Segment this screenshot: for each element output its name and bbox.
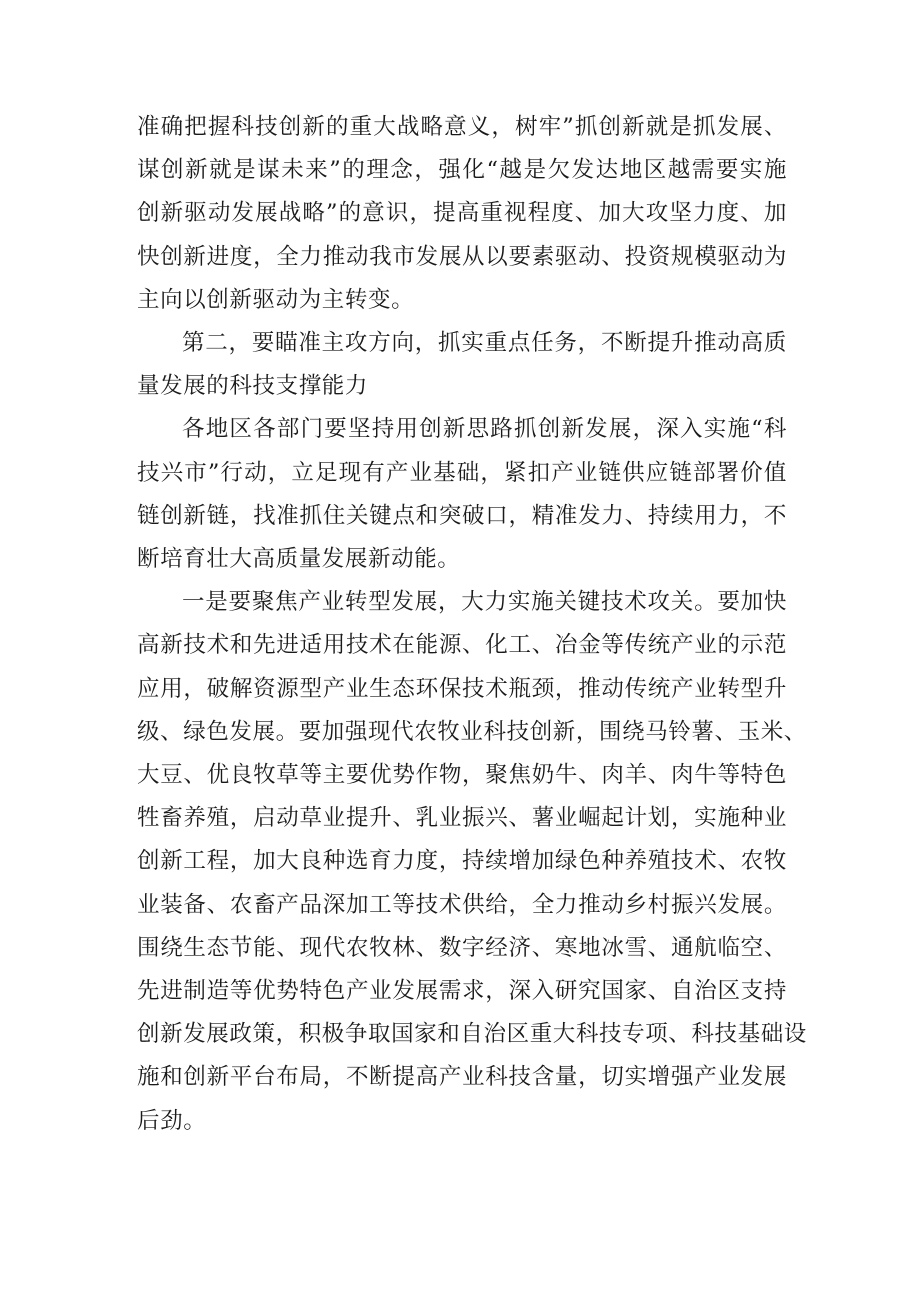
paragraph-industry-transformation [137,581,807,1143]
document-body [137,106,807,1143]
text-line: 先进制造等优势特色产业发展需求，深入研究国家、自治区支持 [137,978,787,1005]
paragraph-strategy-awareness [137,106,787,322]
text-line: 业装备、农畜产品深加工等技术供给，全力推动乡村振兴发展。 [137,891,787,918]
text-line: 准确把握科技创新的重大战略意义，树牢”抓创新就是抓发展、 [137,114,787,140]
text-line: 各地区各部门要坚持用创新思路抓创新发展，深入实施“科 [182,416,787,443]
text-line: 高新技术和先进适用技术在能源、化工、冶金等传统产业的示范 [137,632,787,659]
text-line: 快创新进度，全力推动我市发展从以要素驱动、投资规模驱动为 [137,243,787,270]
text-line: 围绕生态节能、现代农牧林、数字经济、寒地冰雪、通航临空、 [137,934,787,961]
text-line: 施和创新平台布局，不断提高产业科技含量，切实增强产业发展 [137,1064,787,1091]
text-line: 级、绿色发展。要加强现代农牧业科技创新，围绕马铃薯、玉米、 [137,718,807,745]
paragraph-second-heading [137,322,787,408]
text-line: 牲畜养殖，启动草业提升、乳业振兴、薯业崛起计划，实施种业 [137,805,787,832]
text-line: 谋创新就是谋未来”的理念，强化“越是欠发达地区越需要实施 [137,157,787,184]
text-line: 断培育壮大高质量发展新动能。 [137,546,461,573]
text-line: 链创新链，找准抓住关键点和突破口，精准发力、持续用力，不 [137,502,787,529]
text-line: 创新工程，加大良种选育力度，持续增加绿色种养殖技术、农牧 [137,848,787,875]
text-line: 主向以创新驱动为主转变。 [137,286,415,313]
text-line: 一是要聚焦产业转型发展，大力实施关键技术攻关。要加快 [182,589,787,616]
text-line: 创新发展政策，积极争取国家和自治区重大科技专项、科技基础设 [137,1021,807,1048]
text-line: 第二，要瞄准主攻方向，抓实重点任务，不断提升推动高质 [182,330,787,357]
text-line: 技兴市”行动，立足现有产业基础，紧扣产业链供应链部署价值 [137,459,787,486]
text-line: 后劲。 [137,1107,207,1134]
text-line: 量发展的科技支撑能力 [137,373,369,400]
text-line: 大豆、优良牧草等主要优势作物，聚焦奶牛、肉羊、肉牛等特色 [137,762,787,789]
text-line: 创新驱动发展战略”的意识，提高重视程度、加大攻坚力度、加 [137,200,787,227]
paragraph-departments [137,408,787,581]
text-line: 应用，破解资源型产业生态环保技术瓶颈，推动传统产业转型升 [137,675,787,702]
